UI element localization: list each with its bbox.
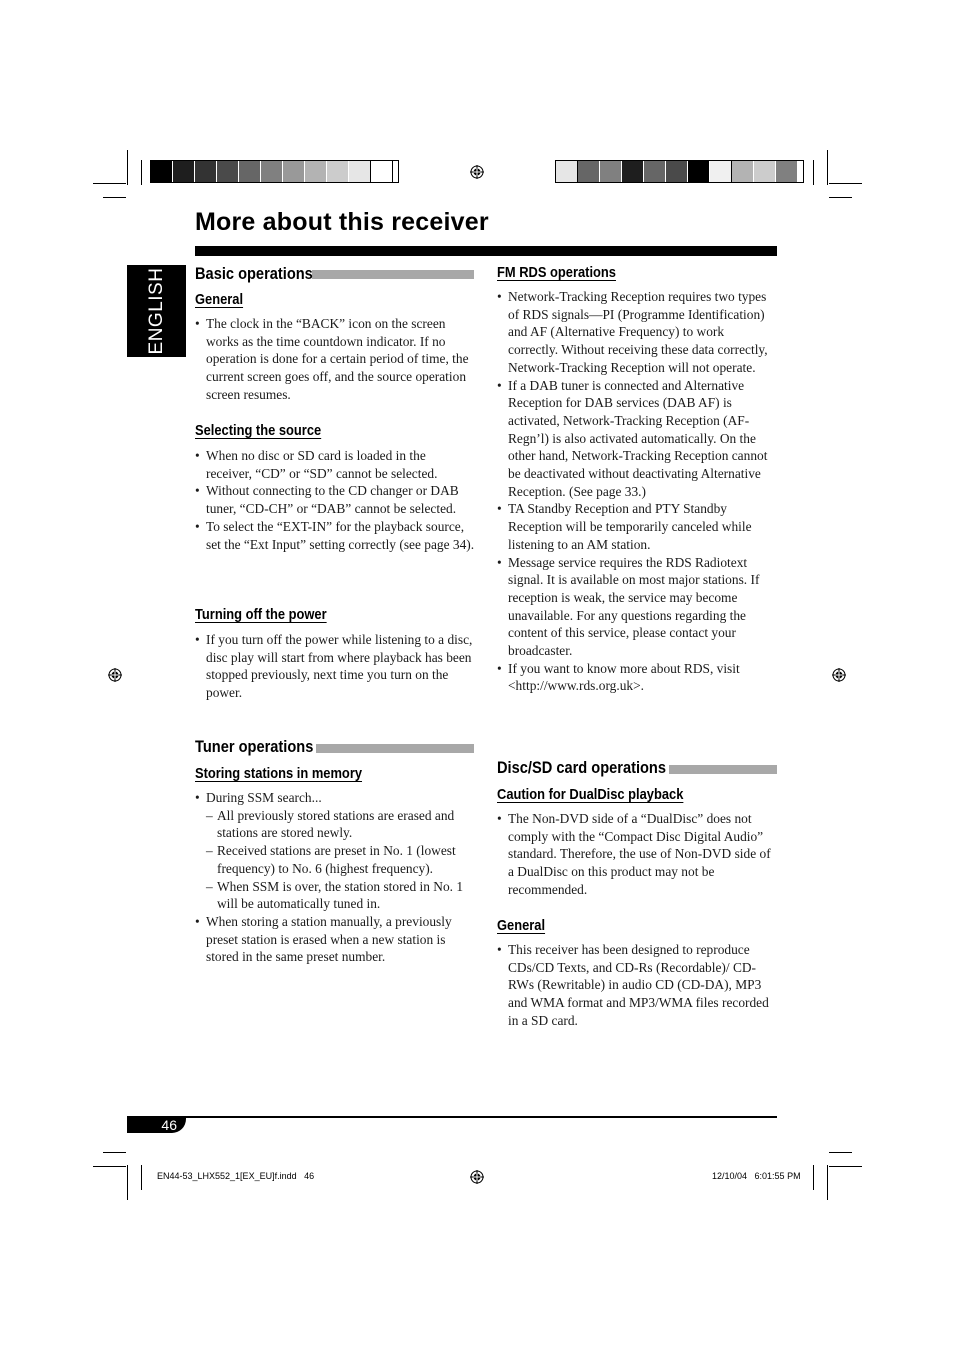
crop-mark [829,197,852,198]
section-bar [316,744,474,753]
color-swatch [754,161,776,182]
list-item: • When storing a station manually, a previously preset station is erased when a new station is stored in the same preset number. [195,913,475,966]
color-swatch [622,161,644,182]
page-title: More about this receiver [195,208,489,236]
crop-mark [103,197,126,198]
color-swatch [688,161,710,182]
color-swatch [305,161,327,182]
disc-general-list [497,941,777,1030]
list-item: • When no disc or SD card is loaded in the receiver, “CD” or “SD” cannot be selected. [195,447,475,482]
list-item: • If you want to know more about RDS, visit <http://www.rds.org.uk>. [497,660,777,695]
subheading-storing: Storing stations in memory [195,765,363,782]
subheading-selecting-source: Selecting the source [195,422,322,439]
color-swatch [732,161,754,182]
crop-mark [141,1165,142,1190]
color-swatch [644,161,666,182]
storing-list [195,789,475,966]
list-item: • The clock in the “BACK” icon on the screen works as the time countdown indicator. If no operation is done for a certain period of time, the current screen goes off, and the source operation screen resumes. [195,315,475,404]
slug-file: EN44-53_LHX552_1[EX_EU]f.indd 46 [157,1171,315,1181]
selecting-list [195,447,475,553]
crop-mark [827,1165,828,1200]
color-swatch [261,161,283,182]
registration-mark-icon [470,1170,484,1184]
subheading-general: General [195,291,244,308]
crop-mark [829,183,862,184]
crop-mark [103,1152,126,1153]
page-number: 46 [161,1117,177,1133]
general-list [195,315,475,404]
registration-mark-icon [470,165,484,179]
power-list [195,631,475,702]
dash-item: – When SSM is over, the station stored in No. 1 will be automatically tuned in. [206,878,475,913]
page-number-tab [127,1118,186,1133]
crop-mark [813,1165,814,1190]
dash-list [206,807,475,913]
registration-mark-icon [108,668,122,682]
crop-mark [127,1165,128,1200]
list-item: • Without connecting to the CD changer or DAB tuner, “CD-CH” or “DAB” cannot be selected. [195,482,475,517]
subheading-fm-rds: FM RDS operations [497,264,616,281]
color-bar-right [555,160,804,183]
color-swatch [600,161,622,182]
crop-mark [141,160,142,185]
section-bar [669,765,777,774]
section-heading-disc: Disc/SD card operations [497,758,667,777]
subheading-power: Turning off the power [195,606,327,623]
color-swatch [556,161,578,182]
color-swatch [371,161,393,182]
caution-list [497,810,777,899]
color-swatch [327,161,349,182]
caution-list-container [497,810,777,899]
crop-mark [829,1152,852,1153]
slug-timestamp: 12/10/04 6:01:55 PM [712,1171,801,1181]
list-item: • If a DAB tuner is connected and Alternative Reception for DAB services (DAB AF) is activated, Network-Tracking Reception (AF-Regn’l) is also activated automatically. On the other hand, Network-Tracking Reception cannot be deactivated without deactivating Alternative Reception. (See page 33.) [497,377,777,501]
language-tab [127,265,186,357]
list-item: • This receiver has been designed to reproduce CDs/CD Texts, and CD-Rs (Recordable)/ CD-RWs (Rewritable) in audio CD (CD-DA), MP3 and WMA format and MP3/WMA files recorded in a SD card. [497,941,777,1030]
list-item: • If you turn off the power while listening to a disc, disc play will start from where playback has been stopped previously, next time you turn on the power. [195,631,475,702]
disc-general-list-container [497,941,777,1030]
fm-list [497,288,777,695]
section-heading-basic: Basic operations [195,264,313,283]
language-tab-label: ENGLISH [145,267,167,355]
section-heading-tuner: Tuner operations [195,737,314,756]
fm-list-container [497,288,777,695]
color-swatch [578,161,600,182]
color-swatch [151,161,173,182]
list-item-text: During SSM search... [206,790,322,805]
color-swatch [195,161,217,182]
crop-mark [827,150,828,185]
color-swatch [217,161,239,182]
title-rule [195,246,777,256]
list-item: • Network-Tracking Reception requires two types of RDS signals—PI (Programme Identification) and AF (Alternative Frequency) to work correctly. Without receiving these data correctly, Network-Tracking Reception will not operate. [497,288,777,377]
selecting-list-container [195,447,475,553]
section-bar [312,270,474,279]
list-item: • To select the “EXT-IN” for the playback source, set the “Ext Input” setting correctly (see page 34). [195,518,475,553]
color-swatch [666,161,688,182]
color-bar-left [150,160,399,183]
subheading-caution: Caution for DualDisc playback [497,786,684,803]
color-swatch [173,161,195,182]
color-swatch [283,161,305,182]
crop-mark [93,183,126,184]
crop-mark [93,1166,126,1167]
color-swatch [349,161,371,182]
registration-mark-icon [832,668,846,682]
general-list-container [195,315,475,404]
color-swatch [776,161,798,182]
crop-mark [829,1166,862,1167]
subheading-disc-general: General [497,917,546,934]
list-item: • Message service requires the RDS Radiotext signal. It is available on most major stations. If reception is weak, the service may become unavailable. For any questions regarding the content of this service, please contact your broadcaster. [497,554,777,660]
color-swatch [710,161,732,182]
color-swatch [239,161,261,182]
power-list-container [195,631,475,702]
storing-list-container [195,789,475,966]
crop-mark [813,160,814,185]
list-item: • TA Standby Reception and PTY Standby Reception will be temporarily canceled while listening to an AM station. [497,500,777,553]
crop-mark [127,150,128,185]
list-item: • The Non-DVD side of a “DualDisc” does not comply with the “Compact Disc Digital Audio” standard. Therefore, the use of Non-DVD side of a DualDisc on this product may not be recommended. [497,810,777,899]
dash-item: – Received stations are preset in No. 1 (lowest frequency) to No. 6 (highest frequency). [206,842,475,877]
dash-item: – All previously stored stations are erased and stations are stored newly. [206,807,475,842]
list-item [195,789,475,913]
footer-rule [127,1116,777,1118]
